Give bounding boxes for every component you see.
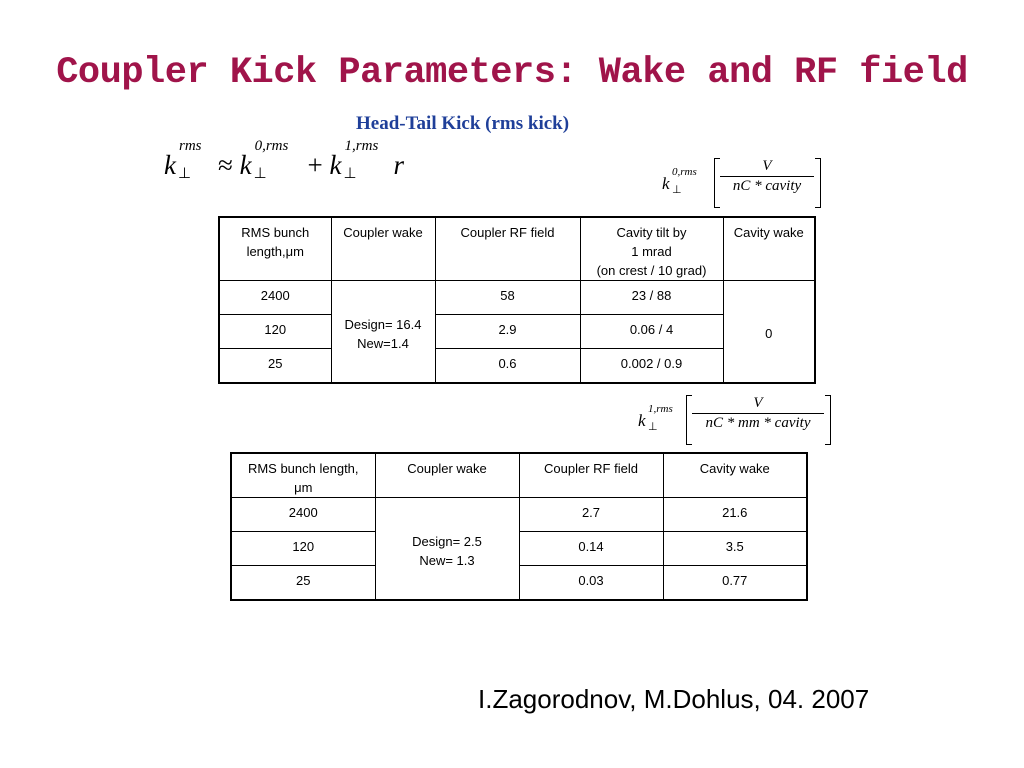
header-cavity-wake: Cavity wake: [663, 453, 807, 498]
cell-cavity-wake: 21.6: [663, 498, 807, 532]
cell-coupler-wake: Design= 2.5 New= 1.3: [375, 498, 519, 600]
cell-cavity-wake: 3.5: [663, 532, 807, 566]
unit-k1-expression: k 1,rms ⊥ V nC * mm * cavity: [638, 393, 834, 445]
header-cavity-tilt: Cavity tilt by 1 mrad (on crest / 10 grad): [580, 217, 723, 281]
cell-length: 25: [219, 349, 331, 383]
cell-rf-field: 2.7: [519, 498, 663, 532]
table-0rms: [218, 216, 816, 384]
table-header-row: [219, 217, 815, 281]
formula-approx: ≈: [217, 150, 233, 180]
cell-tilt: 23 / 88: [580, 281, 723, 315]
formula-k-rms: k rms ⊥: [164, 138, 202, 182]
header-coupler-wake: Coupler wake: [331, 217, 435, 281]
cell-coupler-wake: Design= 16.4 New=1.4: [331, 281, 435, 383]
cell-tilt: 0.06 / 4: [580, 315, 723, 349]
cell-length: 25: [231, 566, 375, 600]
formula-plus: +: [307, 150, 323, 180]
cell-length: 120: [231, 532, 375, 566]
cell-rf-field: 58: [435, 281, 580, 315]
cell-length: 120: [219, 315, 331, 349]
header-coupler-wake: Coupler wake: [375, 453, 519, 498]
table-header-row: [231, 453, 807, 498]
head-tail-kick-formula: [164, 138, 405, 182]
cell-rf-field: 0.03: [519, 566, 663, 600]
header-coupler-rf-field: Coupler RF field: [435, 217, 580, 281]
table-row: [231, 498, 807, 532]
cell-length: 2400: [231, 498, 375, 532]
cell-rf-field: 0.14: [519, 532, 663, 566]
formula-k-0rms: k 0,rms ⊥: [239, 138, 289, 182]
cell-cavity-wake: 0.77: [663, 566, 807, 600]
table-row: [219, 281, 815, 315]
header-coupler-rf-field: Coupler RF field: [519, 453, 663, 498]
header-cavity-wake: Cavity wake: [723, 217, 815, 281]
cell-cavity-wake: 0: [723, 281, 815, 383]
table-row: [231, 566, 807, 600]
cell-length: 2400: [219, 281, 331, 315]
formula-k-1rms: k 1,rms ⊥: [329, 138, 379, 182]
cell-tilt: 0.002 / 0.9: [580, 349, 723, 383]
slide-title: Coupler Kick Parameters: Wake and RF field: [56, 52, 968, 94]
formula-r: r: [393, 150, 405, 180]
header-rms-bunch-length: RMS bunch length, μm: [231, 453, 375, 498]
slide-subtitle: Head-Tail Kick (rms kick): [356, 113, 570, 134]
table-1rms: [230, 452, 808, 601]
unit-k0-expression: k 0,rms ⊥ V nC * cavity: [662, 156, 822, 208]
cell-rf-field: 2.9: [435, 315, 580, 349]
table-row: [231, 532, 807, 566]
cell-rf-field: 0.6: [435, 349, 580, 383]
header-rms-bunch-length: RMS bunch length,μm: [219, 217, 331, 281]
author-credit: I.Zagorodnov, M.Dohlus, 04. 2007: [478, 684, 870, 714]
